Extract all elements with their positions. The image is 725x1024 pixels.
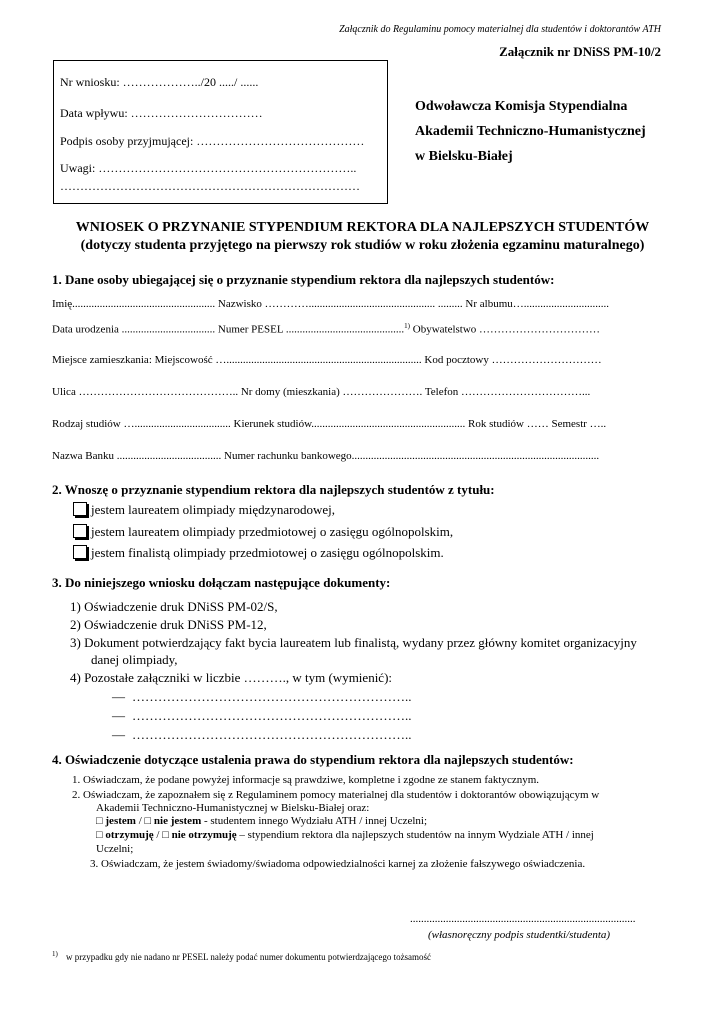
citizenship-field: Obywatelstwo …………………………… xyxy=(410,323,601,336)
document-item-1: 1) Oświadczenie druk DNiSS PM-02/S, xyxy=(70,599,278,614)
attachment-number: Załącznik nr DNiSS PM-10/2 xyxy=(499,44,661,59)
option-does-not-receive[interactable]: nie otrzymuję xyxy=(171,829,237,841)
personal-data-row-street: Ulica …………………………………….. Nr domy (mieszkania) …………………. Telefon ……………………………... xyxy=(52,386,591,398)
document-title: WNIOSEK O PRZYNANIE STYPENDIUM REKTORA DLA NAJLEPSZYCH STUDENTÓW xyxy=(75,220,650,235)
option-separator: / □ xyxy=(135,815,154,827)
personal-data-row-name: Imię.................................................... Nazwisko ………….............................................. ......... Nr albumu…............................... xyxy=(52,298,609,310)
document-item-2: 2) Oświadczenie druk DNiSS PM-12, xyxy=(70,617,267,632)
document-item-3-continuation: danej olimpiady, xyxy=(91,652,178,667)
footnote-mark: 1) xyxy=(52,950,58,958)
application-number-field: Nr wniosku: ………………../20 ...../ ...... xyxy=(60,75,259,89)
recipient-line-2: Akademii Techniczno-Humanistycznej xyxy=(415,124,646,139)
option-separator: / □ xyxy=(153,829,172,841)
statement-2-continuation: Akademii Techniczno-Humanistycznej w Bielsku-Białej oraz: xyxy=(96,802,370,814)
section2-heading: 2. Wnoszę o przyznanie stypendium rektora dla najlepszych studentów z tytułu: xyxy=(52,482,495,497)
option-receives[interactable]: □ otrzymuję xyxy=(96,829,154,841)
birth-pesel-fields: Data urodzenia .................................. Numer PESEL ........................................... xyxy=(52,323,405,336)
section3-heading: 3. Do niniejszego wniosku dołączam następujące dokumenty: xyxy=(52,575,391,590)
statement-2-scholarship-option xyxy=(96,829,594,841)
attachment-dash-3: — xyxy=(112,727,125,742)
received-date-field: Data wpływu: …………………………… xyxy=(60,106,263,120)
document-subtitle: (dotyczy studenta przyjętego na pierwszy rok studiów w roku złożenia egzaminu maturalnego) xyxy=(80,238,645,253)
option-international-olympiad: jestem laureatem olimpiady międzynarodowej, xyxy=(91,502,336,517)
option-national-laureate: jestem laureatem olimpiady przedmiotowej o zasięgu ogólnopolskim, xyxy=(91,524,454,539)
statement-3: 3. Oświadczam, że jestem świadomy/świadoma odpowiedzialności karnej za złożenie fałszywego oświadczenia. xyxy=(90,858,586,870)
personal-data-row-bank: Nazwa Banku ...................................... Numer rachunku bankowego.......................................................................................... xyxy=(52,450,600,462)
personal-data-row-studies: Rodzaj studiów …................................... Kierunek studiów........................................................ Rok studiów …… Semestr ….. xyxy=(52,418,607,430)
option-text: – stypendium rektora dla najlepszych studentów na innym Wydziale ATH / innej xyxy=(236,829,594,841)
statement-2-scholarship-continuation: Uczelni; xyxy=(96,843,134,855)
attachment-line-1: ……………………………………………………….. xyxy=(132,689,412,704)
option-national-finalist: jestem finalistą olimpiady przedmiotowej o zasięgu ogólnopolskim. xyxy=(91,545,444,560)
personal-data-row-birth xyxy=(52,322,600,336)
attachment-note: Załącznik do Regulaminu pomocy materialnej dla studentów i doktorantów ATH xyxy=(339,24,661,35)
footnote-ref: 1) xyxy=(404,322,411,330)
section1-heading: 1. Dane osoby ubiegającej się o przyznanie stypendium rektora dla najlepszych studentów: xyxy=(52,272,555,287)
section4-heading: 4. Oświadczenie dotyczące ustalenia prawa do stypendium rektora dla najlepszych studentów: xyxy=(52,752,574,767)
checkbox-national-finalist[interactable] xyxy=(73,545,87,559)
checkbox-international-olympiad[interactable] xyxy=(73,502,87,516)
signature-caption: (własnoręczny podpis studentki/studenta) xyxy=(428,929,611,941)
attachment-line-2: ……………………………………………………….. xyxy=(132,708,412,723)
document-item-3: 3) Dokument potwierdzający fakt bycia laureatem lub finalistą, wydany przez główny komitet organizacyjny xyxy=(70,635,637,650)
recipient-line-3: w Bielsku-Białej xyxy=(415,149,513,164)
notes-field-continuation: ………………………………………………………………… xyxy=(60,179,360,193)
personal-data-row-address: Miejsce zamieszkania: Miejscowość …....................................................................... Kod pocztowy ………………………… xyxy=(52,354,602,366)
receiver-signature-field: Podpis osoby przyjmującej: …………………………………… xyxy=(60,134,365,148)
recipient-line-1: Odwoławcza Komisja Stypendialna xyxy=(415,99,628,114)
signature-line[interactable]: .................................................................................. xyxy=(410,913,636,925)
statement-2: 2. Oświadczam, że zapoznałem się z Regulaminem pomocy materialnej dla studentów i doktorantów obowiązującym w xyxy=(72,789,600,801)
statement-1: 1. Oświadczam, że podane powyżej informacje są prawdziwe, kompletne i zgodne ze stanem faktycznym. xyxy=(72,774,540,786)
attachment-line-3: ……………………………………………………….. xyxy=(132,727,412,742)
statement-2-student-option xyxy=(96,815,427,827)
footnote-text: w przypadku gdy nie nadano nr PESEL należy podać numer dokumentu potwierdzającego tożsamość xyxy=(66,952,432,962)
option-is-student[interactable]: □ jestem xyxy=(96,815,136,827)
notes-field: Uwagi: ……………………………………………………….. xyxy=(60,161,357,175)
option-is-not-student[interactable]: nie jestem xyxy=(153,815,202,827)
attachment-dash-2: — xyxy=(112,708,125,723)
option-text: - studentem innego Wydziału ATH / innej Uczelni; xyxy=(201,815,428,827)
attachment-dash-1: — xyxy=(112,689,125,704)
document-item-4: 4) Pozostałe załączniki w liczbie ………., w tym (wymienić): xyxy=(70,670,393,685)
checkbox-national-laureate[interactable] xyxy=(73,524,87,538)
